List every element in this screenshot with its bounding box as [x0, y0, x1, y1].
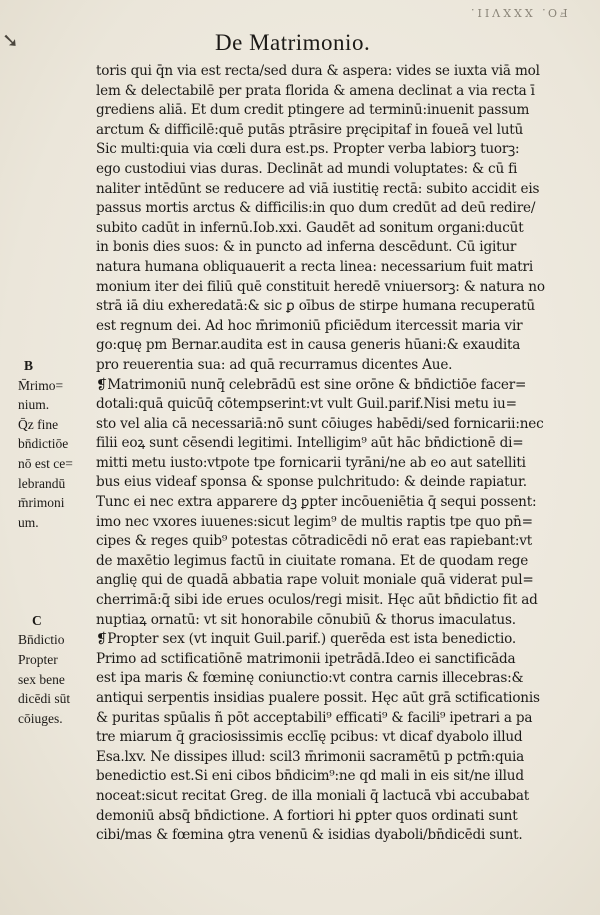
text-line: Esa.lxv. Ne dissipes illud: scil3 m̄rimonii sacramētū p pctm̄:quia: [96, 748, 525, 765]
text-line: monium iter dei filiū quē constituit heredē vniuersorꝫ: & natura no: [96, 278, 545, 295]
text-line: go:quę pm Bernar.audita est in causa generis hūani:& exaudita: [96, 337, 521, 354]
margin-note: Propter: [18, 652, 58, 667]
margin-note: bn̄dictiōe: [18, 436, 69, 452]
corner-arrow-icon: ➘: [2, 28, 19, 52]
text-line: bus eius videaf sponsa & sponse pulchritudo: & deinde rapiatur.: [96, 474, 527, 491]
text-line: lem & delectabilē per prata florida & amena declinat a via recta ī: [96, 82, 535, 99]
text-line: mitti metu iusto:vtpote tpe fornicarii tyrāni/ne ab eo aut satelliti: [96, 454, 526, 471]
text-line: in bonis dies suos: & in puncto ad inferna descēdunt. Cū igitur: [96, 239, 517, 256]
text-line: dotali:quā quicūq̄ cōtempserint:vt vult Guil.parif.Nisi metu iu=: [96, 396, 517, 413]
margin-note: Q̄z fine: [18, 416, 59, 432]
text-line: & puritas spūalis ñ pōt acceptabili⁹ efficati⁹ & facili⁹ ipetrari a pa: [96, 709, 533, 726]
margin-note: M̄rimo=: [18, 377, 64, 393]
margin-note: dicēdi sūt: [18, 691, 71, 707]
margin-note: cōiuges.: [18, 710, 63, 726]
text-line: tre miarum q̄ graciosissimis ecclīę pcibus: vt dicaf dyabolo illud: [96, 729, 523, 746]
text-line: ❡Matrimoniū nunq̄ celebrādū est sine orōne & bn̄dictiōe facer=: [96, 376, 527, 393]
margin-note: um.: [18, 514, 39, 530]
text-line: sto vel alia cā necessariā:nō sunt cōiuges habēdi/sed fornicarii:nec: [96, 415, 544, 432]
text-line: cibi/mas & fœmina ꝯtra venenū & isidias dyaboli/bn̄dicēdi sunt.: [96, 827, 523, 844]
text-line: est regnum dei. Ad hoc m̄rimoniū pficiēdum itercessit maria vir: [96, 317, 523, 334]
text-line: imo nec vxores iuuenes:sicut legim⁹ de multis raptis tpe quo pn̄=: [96, 513, 533, 530]
text-line: ❡Propter sex (vt inquit Guil.parif.) querēda est ista benedictio.: [96, 631, 516, 648]
text-line: ego custodiui vias duras. Declināt ad mundi voluptates: & cū fi: [96, 160, 518, 177]
text-line: antiqui serpentis insidias pualere possit. Hęc aūt grā sctificationis: [96, 690, 540, 706]
text-line: est ipa maris & fœminę coniunctio:vt contra carnis illecebras:&: [96, 670, 524, 687]
text-line: Primo ad sctificatiōnē matrimonii ipetrādā.Ideo ei sanctificāda: [96, 650, 516, 667]
margin-note: sex bene: [18, 671, 65, 687]
margin-note: nium.: [18, 397, 50, 413]
text-line: arctum & difficilē:quē putās ptrāsire pręcipitaf in foueā vel lutū: [96, 121, 524, 138]
text-line: cipes & reges quib⁹ potestas cōtradicēdi nō erat eas rapiebant:vt: [96, 533, 533, 550]
text-line: strā iā diu exheredatā:& sic ꝑ oībus de stirpe humana recuperatū: [96, 298, 535, 315]
text-line: grediens aliā. Et dum credit ptingere ad terminū:inuenit passum: [96, 102, 530, 119]
text-line: naliter intēdūnt se reducere ad viā iustitię rectā: subito accidit eis: [96, 180, 540, 197]
text-line: de maxētio legimus factū in ciuitate romana. Et de quodam rege: [96, 552, 529, 569]
text-line: Tunc ei nec extra apparere dꝫ ꝑpter incōueniētia q̄ sequi possent:: [96, 494, 537, 511]
section-letter: C: [32, 612, 42, 628]
text-line: nuptiaꝝ ornatū: vt sit honorabile cōnubiū & thorus imaculatus.: [96, 611, 516, 628]
text-line: Sic multi:quia via cœli dura est.ps. Propter verba labiorꝫ tuorꝫ:: [96, 141, 520, 158]
text-line: anglię qui de quadā abbatia rape voluit moniale quā viderat pul=: [96, 572, 534, 589]
text-line: demoniū absq̄ bn̄dictione. A fortiori hi ꝑpter quos ordinati sunt: [96, 807, 518, 824]
bleed-through-folio: FO. XXXVII.: [468, 6, 568, 19]
text-line: cherrimā:q̄ sibi ide erues oculos/regi misit. Hęc aūt bn̄dictio fit ad: [96, 592, 538, 609]
text-line: natura humana obliquauerit a recta linea: necessarium fuit matri: [96, 258, 533, 275]
margin-note: Bn̄dictio: [18, 632, 65, 648]
section-letter: B: [24, 358, 34, 373]
text-line: benedictio est.Si eni cibos bn̄dicim⁹:ne qd mali in eis sit/ne illud: [96, 768, 524, 785]
text-line: pro reuerentia sua: ad quā recurramus dicentes Aue.: [96, 356, 453, 373]
text-line: noceat:sicut recitat Greg. de illa moniali q̄ lactucā vbi accubabat: [96, 787, 530, 804]
text-line: toris qui q̄n via est recta/sed dura & aspera: vides se iuxta viā mol: [96, 63, 540, 79]
margin-note: lebrandū: [18, 475, 66, 491]
page-title: De Matrimonio.: [215, 30, 371, 55]
text-line: filii eoꝝ sunt cēsendi legitimi. Intelligim⁹ aūt hāc bn̄dictionē di=: [96, 435, 524, 452]
text-line: subito cadūt in infernū.Iob.xxi. Gaudēt ad sonitum organi:ducūt: [96, 219, 524, 236]
margin-note: nō est ce=: [18, 456, 73, 471]
text-line: passus mortis arctus & difficilis:in quo dum credūt ad deū redire/: [96, 200, 536, 217]
main-text-block: [96, 62, 566, 846]
margin-note: m̄rimoni: [18, 495, 65, 511]
